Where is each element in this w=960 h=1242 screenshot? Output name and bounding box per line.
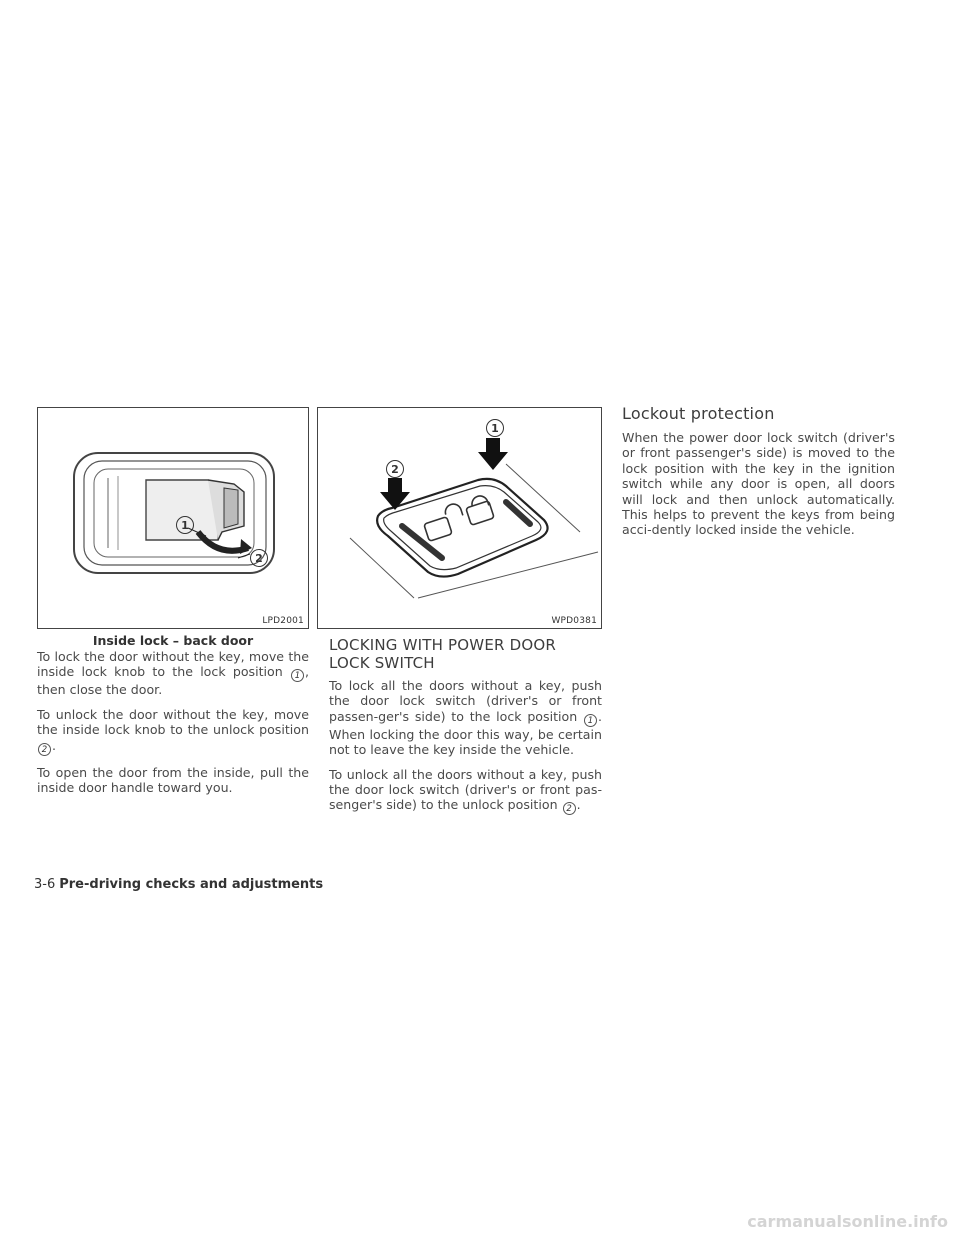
marker-2: 2 bbox=[563, 802, 576, 815]
marker-1: 1 bbox=[584, 714, 597, 727]
figure-code: WPD0381 bbox=[551, 616, 597, 626]
callout-2: 2 bbox=[250, 549, 268, 567]
section-number: 3-6 bbox=[34, 877, 56, 892]
callout-1: 1 bbox=[176, 516, 194, 534]
column-2 bbox=[329, 636, 602, 824]
section-heading: LOCKING WITH POWER DOOR LOCK SWITCH bbox=[329, 636, 556, 672]
figure-power-lock-switch bbox=[317, 407, 602, 629]
column-3 bbox=[622, 404, 895, 547]
subsection-heading: Lockout protection bbox=[622, 404, 775, 423]
chapter-title: Pre-driving checks and adjustments bbox=[59, 877, 324, 892]
paragraph: To lock the door without the key, move the inside lock knob to the lock position 1 , then close the door. bbox=[37, 649, 309, 698]
page-footer bbox=[34, 877, 323, 892]
figure-caption: Inside lock – back door bbox=[92, 633, 254, 648]
paragraph: To unlock all the doors without a key, push the door lock switch (driver's or front pas-senger's side) to the unlock position 2 . bbox=[329, 766, 602, 815]
marker-2: 2 bbox=[38, 743, 51, 756]
figure-inside-lock bbox=[37, 407, 309, 629]
marker-1: 1 bbox=[291, 669, 304, 682]
column-1 bbox=[37, 649, 309, 804]
power-lock-switch-illustration bbox=[318, 408, 601, 628]
figure-code: LPD2001 bbox=[262, 616, 304, 626]
watermark: carmanualsonline.info bbox=[747, 1212, 948, 1231]
callout-2: 2 bbox=[386, 460, 404, 478]
paragraph: To open the door from the inside, pull the inside door handle toward you. bbox=[37, 764, 309, 796]
callout-1: 1 bbox=[486, 419, 504, 437]
paragraph: When the power door lock switch (driver's or front passenger's side) is moved to the lock position with the key in the ignition switch while any door is open, all doors will lock and then unlock automatically. This helps to prevent the keys from being acci-dently locked inside the vehicle. bbox=[622, 430, 895, 538]
paragraph: To lock all the doors without a key, push the door lock switch (driver's or front passen-ger's side) to the lock position 1 . When locking the door this way, be certain not to leave the key inside the vehicle. bbox=[329, 678, 602, 758]
inside-lock-illustration bbox=[38, 408, 308, 628]
paragraph: To unlock the door without the key, move the inside lock knob to the unlock position 2 . bbox=[37, 706, 309, 755]
